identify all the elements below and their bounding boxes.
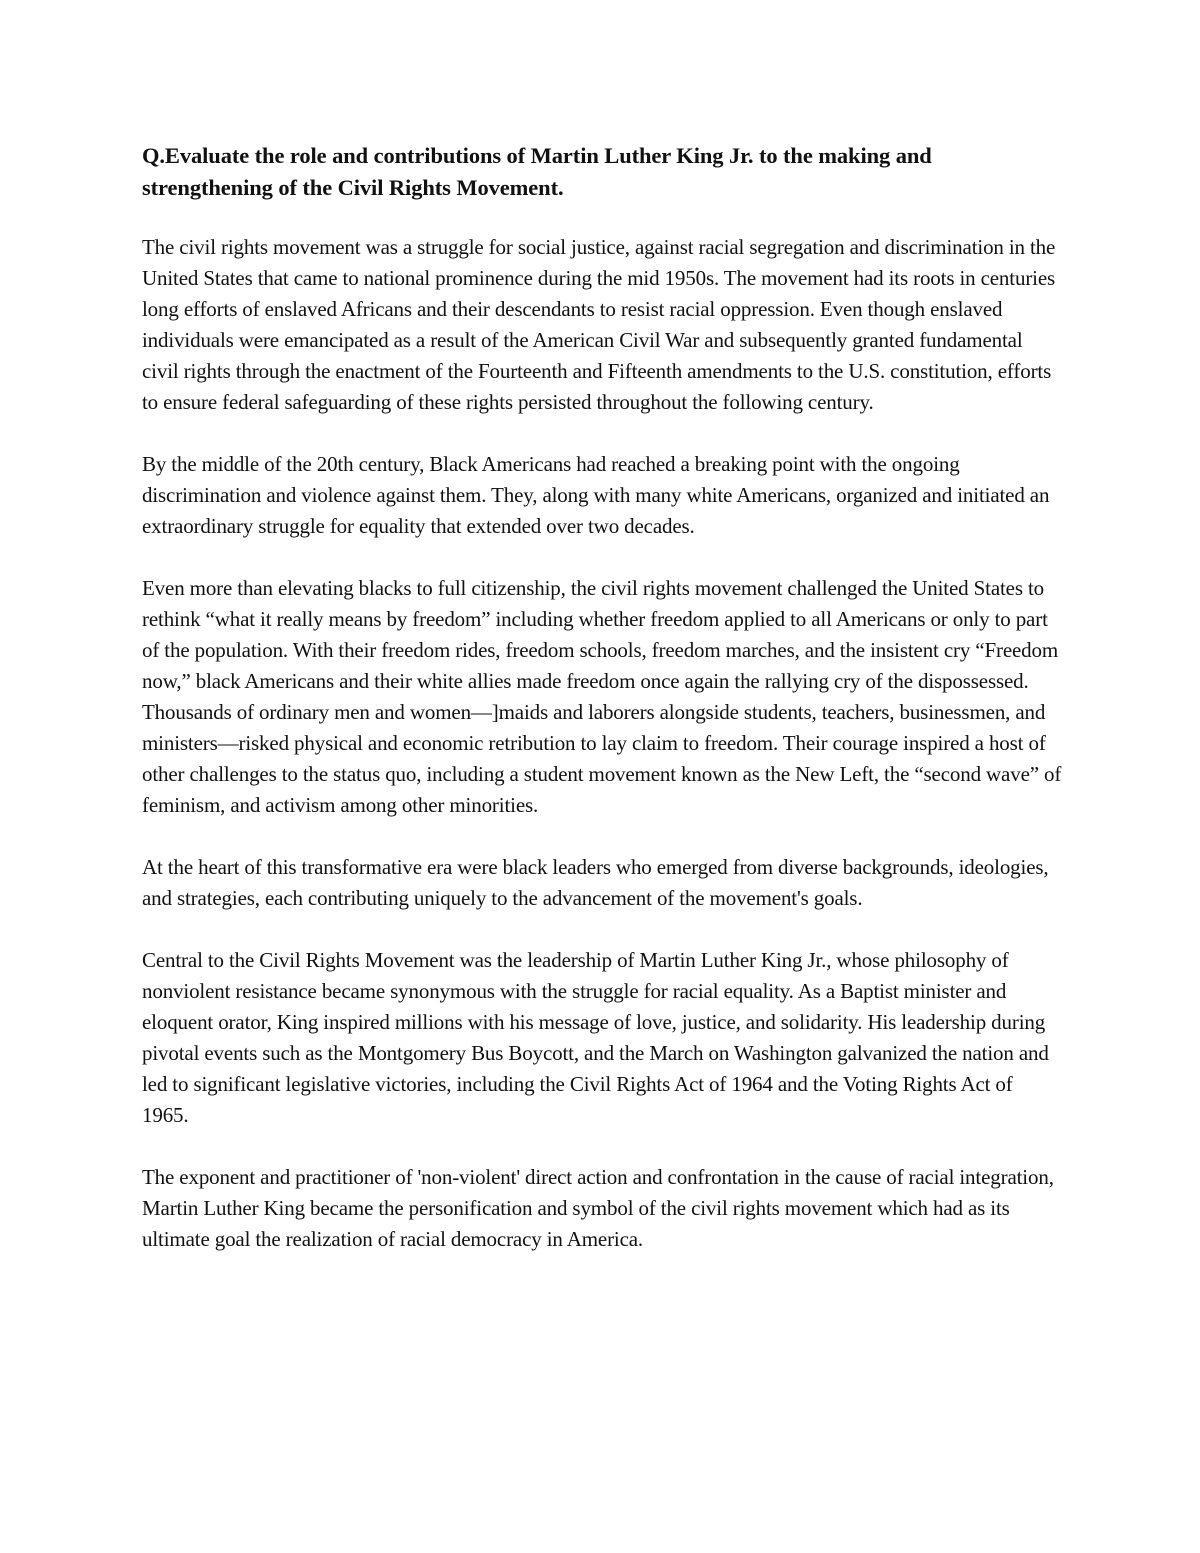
paragraph-mid-century: By the middle of the 20th century, Black Americans had reached a breaking point with the ongoing discrimination and violence against them. They, along with many white Americans, organized and initiated an extraordinary struggle for equality that extended over two decades. <box>142 452 1050 538</box>
document-body <box>142 140 1062 1286</box>
paragraph-intro: The civil rights movement was a struggle for social justice, against racial segregation and discrimination in the United States that came to national prominence during the mid 1950s. The movement had its roots in centuries long efforts of enslaved Africans and their descendants to resist racial oppression. Even though enslaved individuals were emancipated as a result of the American Civil War and subsequently granted fundamental civil rights through the enactment of the Fourteenth and Fifteenth amendments to the U.S. constitution, efforts to ensure federal safeguarding of these rights persisted throughout the following century. <box>142 235 1056 414</box>
paragraph-freedom: Even more than elevating blacks to full citizenship, the civil rights movement challenged the United States to rethink “what it really means by freedom” including whether freedom applied to all Americans or only to part of the population. With their freedom rides, freedom schools, freedom marches, and the insistent cry “Freedom now,” black Americans and their white allies made freedom once again the rallying cry of the dispossessed. Thousands of ordinary men and women—]maids and laborers alongside students, teachers, businessmen, and ministers—risked physical and economic retribution to lay claim to freedom. Their courage inspired a host of other challenges to the status quo, including a student movement known as the New Left, the “second wave” of feminism, and activism among other minorities. <box>142 576 1062 817</box>
paragraph-king-leadership: Central to the Civil Rights Movement was the leadership of Martin Luther King Jr., whose philosophy of nonviolent resistance became synonymous with the struggle for racial equality. As a Baptist minister and eloquent orator, King inspired millions with his message of love, justice, and solidarity. His leadership during pivotal events such as the Montgomery Bus Boycott, and the March on Washington galvanized the nation and led to significant legislative victories, including the Civil Rights Act of 1964 and the Voting Rights Act of 1965. <box>142 948 1049 1127</box>
paragraph-black-leaders: At the heart of this transformative era were black leaders who emerged from diverse backgrounds, ideologies, and strategies, each contributing uniquely to the advancement of the movement's goals. <box>142 855 1049 910</box>
paragraph-nonviolence: The exponent and practitioner of 'non-violent' direct action and confrontation in the cause of racial integration, Martin Luther King became the personification and symbol of the civil rights movement which had as its ultimate goal the realization of racial democracy in America. <box>142 1165 1054 1251</box>
question-title: Q.Evaluate the role and contributions of Martin Luther King Jr. to the making and strengthening of the Civil Rights Movement. <box>142 143 932 200</box>
